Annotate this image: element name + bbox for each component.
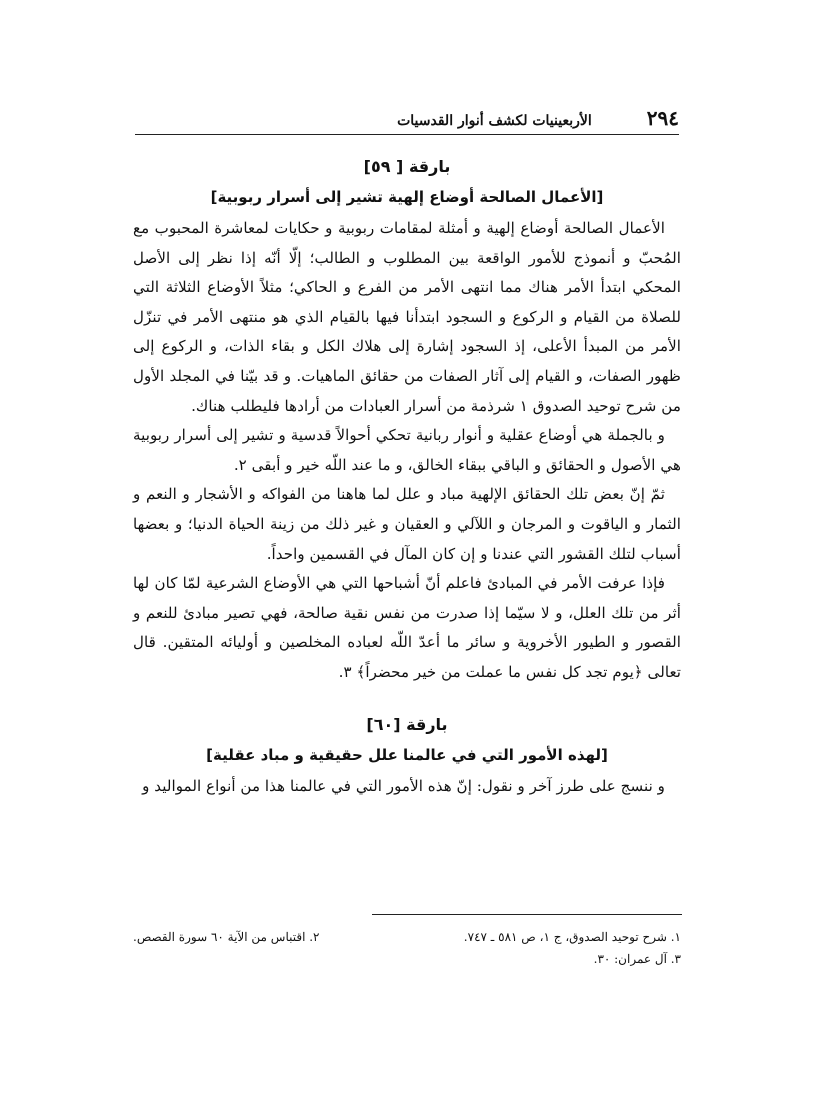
section-heading-60: بارقة [٦٠]: [366, 714, 448, 734]
footnote-row: [133, 926, 681, 948]
running-title: الأربعينيات لكشف أنوار القدسيات: [397, 113, 592, 129]
section-subheading-60: [لهذه الأمور التي في عالمنا علل حقيقية و مباد عقلية]: [206, 745, 608, 764]
footnote-row: [133, 948, 681, 970]
footnote-divider: [372, 914, 682, 915]
section-gap: [133, 688, 681, 710]
paragraph: و ننسج على طرز آخر و نقول: إنّ هذه الأمور التي في عالمنا هذا من أنواع المواليد و: [142, 776, 665, 795]
page-header: [135, 100, 679, 135]
section-heading-59: بارقة [ ٥٩]: [363, 157, 451, 176]
paragraph: ثمّ إنّ بعض تلك الحقائق الإلهية مباد و علل لما هاهنا من الفواكه و الأشجار و النعم و الثمار و الياقوت و المرجان و اللآلي و العقيان و غير ذلك من زينة الحياة الدنيا؛ و بعضها أسباب لتلك القشور التي عندنا و إن كان المآل في القسمين واحداً.: [133, 485, 681, 563]
footnote-2: ٢. اقتباس من الآية ٦٠ سورة القصص.: [133, 930, 320, 944]
main-text: [133, 152, 681, 801]
footnote-1: ١. شرح توحيد الصدوق، ج ١، ص ٥٨١ ـ ٧٤٧.: [463, 930, 681, 944]
paragraph: فإذا عرفت الأمر في المبادئ فاعلم أنّ أشباحها التي هي الأوضاع الشرعية لمّا كان لها أثر من تلك العلل، و لا سيّما إذا صدرت من نفس نقية صالحة، فهي تصير مبادئ للنعم و القصور و الطيور الأخروية و سائر ما أعدّ اللّه لعباده المخلصين و أوليائه المتقين. قال تعالى ﴿يوم تجد كل نفس ما عملت من خير محضراً﴾ ٣.: [133, 574, 681, 681]
paragraph: و بالجملة هي أوضاع عقلية و أنوار ربانية تحكي أحوالاً قدسية و تشير إلى أسرار ربوبية هي الأصول و الحقائق و الباقي ببقاء الخالق، و ما عند اللّه خير و أبقى ٢.: [133, 426, 681, 474]
section-subheading-59: [الأعمال الصالحة أوضاع إلهية تشير إلى أسرار ربوبية]: [210, 188, 604, 206]
footnote-3: ٣. آل عمران: ٣٠.: [593, 952, 681, 966]
footnotes: [133, 926, 681, 970]
paragraph: الأعمال الصالحة أوضاع إلهية و أمثلة لمقامات ربوبية و حكايات لمعاشرة المحبوب مع المُحبّ و أنموذج للأمور الواقعة بين المطلوب و الطالب؛ إلّا أنّه إذا نظر إلى الأصل المحكي ابتدأ الأمر هناك مما انتهى الأمر من الفرع و الحاكي؛ مثلاً الأوضاع الثلاثة التي للصلاة من القيام و الركوع و السجود ابتدأنا فيها بالقيام الذي هو منتهى الأمر في تنزّل الأمر من المبدأ الأعلى، إذ السجود إشارة إلى هلاك الكل و بقاء الذات، و الركوع إلى ظهور الصفات، و القيام إلى آثار الصفات من حقائق الماهيات. و قد بيّنا في المجلد الأول من شرح توحيد الصدوق ١ شرذمة من أسرار العبادات من أرادها فليطلب هناك.: [133, 219, 681, 415]
page-number: ٢٩٤: [646, 106, 679, 130]
